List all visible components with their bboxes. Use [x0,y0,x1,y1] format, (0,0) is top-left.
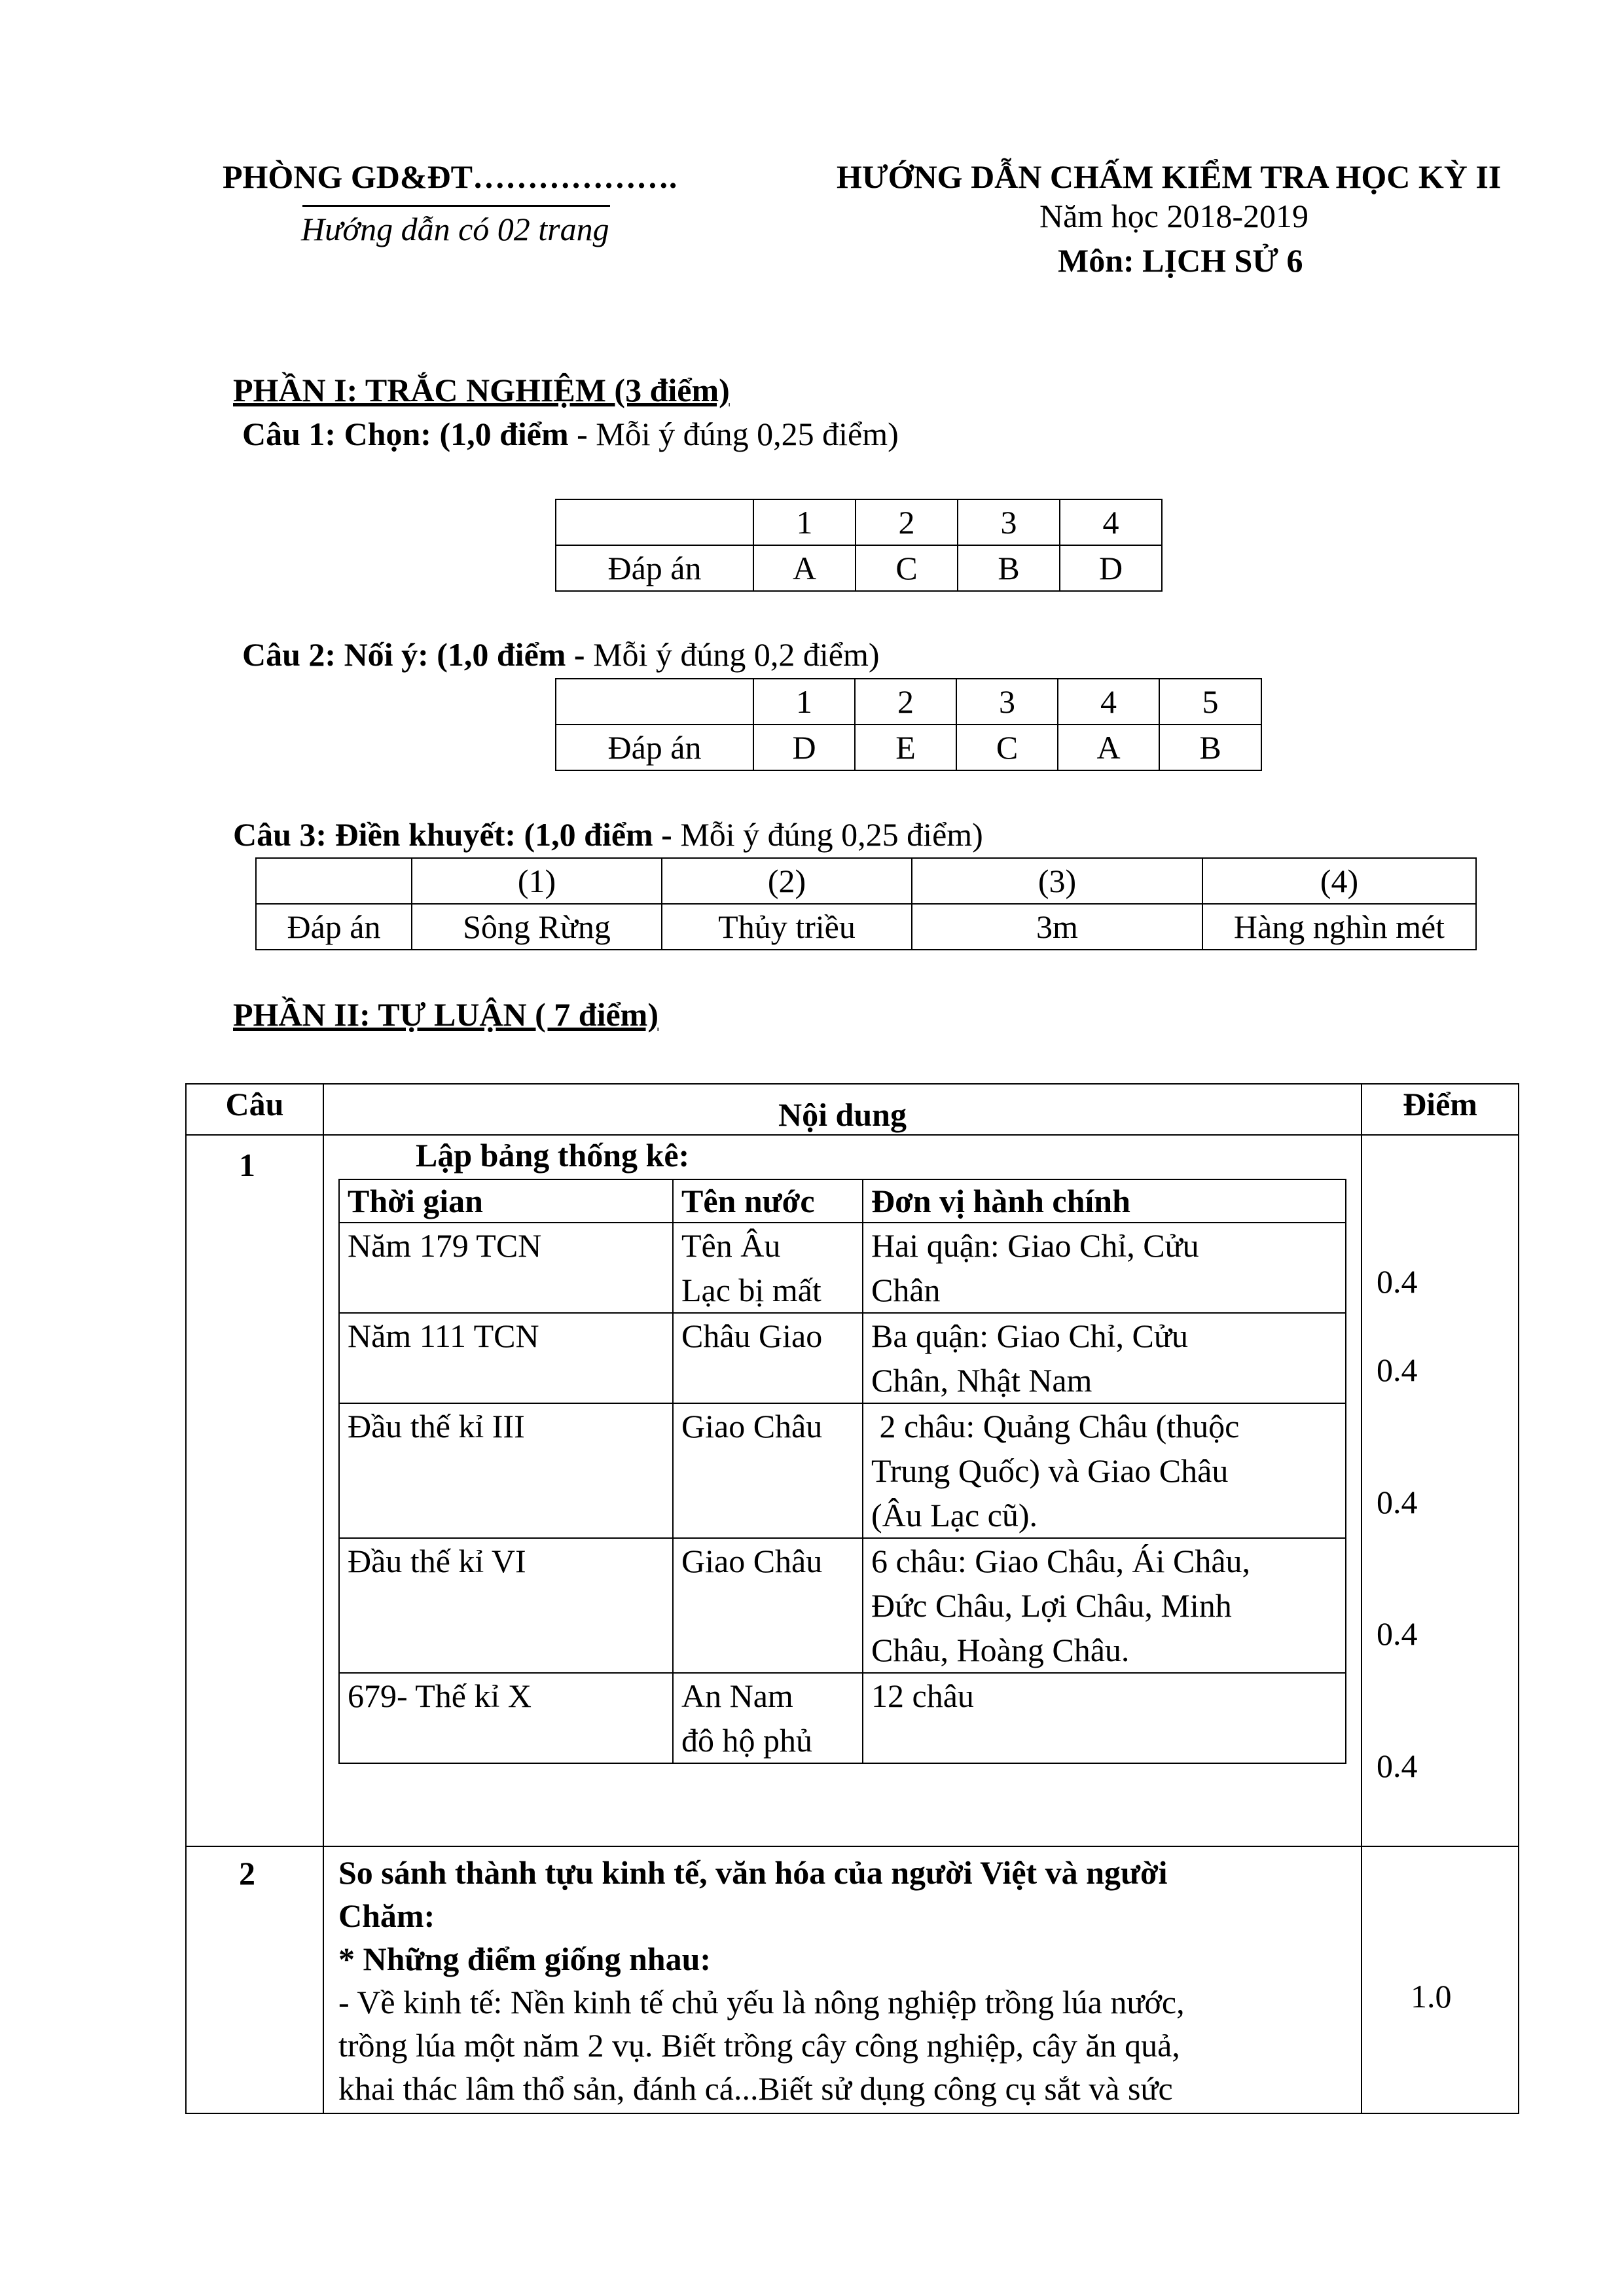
col-header-question: Câu [186,1084,323,1135]
q3-row-label: Đáp án [256,904,412,950]
q2-column-header: 1 [753,679,855,725]
q2-content-cell [323,1846,1362,2113]
q1-column-header: 2 [856,499,958,545]
stats-country-cell [673,1673,863,1763]
pages-note: Hướng dẫn có 02 trang [301,211,609,247]
document-title: HƯỚNG DẪN CHẤM KIỂM TRA HỌC KỲ II [837,158,1502,195]
q2-title-line: So sánh thành tựu kinh tế, văn hóa của người Việt và người [338,1854,1168,1891]
stats-country-line: Giao Châu [681,1408,823,1444]
q2-answer-cell: C [956,725,1058,770]
subject-title: Môn: LỊCH SỬ 6 [1058,242,1303,279]
stats-country-cell [673,1313,863,1403]
stats-time-cell: Đầu thế kỉ VI [339,1538,673,1673]
q2-column-header: 3 [956,679,1058,725]
q2-score-cell [1362,1846,1519,2113]
q2-answer-table [555,678,1262,771]
q2-content-line: trồng lúa một năm 2 vụ. Biết trồng cây công nghiệp, cây ăn quả, [338,2027,1180,2064]
q2-answer-cell: D [753,725,855,770]
q1-answer-cell: A [753,545,856,591]
q1-answer-cell: B [958,545,1060,591]
stats-time-cell: Năm 179 TCN [339,1223,673,1313]
q1-note: Mỗi ý đúng 0,25 điểm) [596,416,899,452]
stats-country-line: đô hộ phủ [681,1722,812,1759]
q2-column-header: 5 [1159,679,1261,725]
stats-header-time: Thời gian [339,1179,673,1223]
q3-answer-cell: 3m [912,904,1202,950]
q2-content-line: - Về kinh tế: Nền kinh tế chủ yếu là nông nghiệp trồng lúa nước, [338,1984,1185,2020]
q3-answer-cell: Sông Rừng [412,904,662,950]
q3-column-header: (4) [1202,858,1476,904]
q2-row-label: Đáp án [556,725,753,770]
score-value: 0.4 [1377,1352,1418,1388]
q3-note: Mỗi ý đúng 0,25 điểm) [680,816,983,853]
stats-time-cell: 679- Thế kỉ X [339,1673,673,1763]
stats-country-cell [673,1223,863,1313]
q2-answer-cell: E [855,725,956,770]
q1-column-header: 3 [958,499,1060,545]
q1-content-cell [323,1135,1362,1846]
stats-units-line: Chân, Nhật Nam [871,1362,1092,1399]
stats-country-line: An Nam [681,1677,793,1714]
q2-answer-cell: B [1159,725,1261,770]
stats-units-cell [863,1223,1346,1313]
q3-column-header: (1) [412,858,662,904]
q1-title: Lập bảng thống kê: [416,1137,690,1174]
q3-answer-cell: Hàng nghìn mét [1202,904,1476,950]
stats-units-line: Ba quận: Giao Chỉ, Cửu [871,1318,1189,1354]
q2-note: Mỗi ý đúng 0,2 điểm) [593,636,880,673]
col-header-content: Nội dung [323,1084,1362,1135]
q1-answer-table [555,499,1163,592]
score-value: 0.4 [1377,1748,1418,1784]
stats-units-line: (Âu Lạc cũ). [871,1497,1038,1534]
stats-header-units: Đơn vị hành chính [863,1179,1346,1223]
q2-corner-cell [556,679,753,725]
question-number: 2 [186,1846,323,2113]
score-value: 0.4 [1377,1484,1418,1520]
stats-country-cell [673,1403,863,1538]
header-divider [302,205,610,207]
q1-column-header: 1 [753,499,856,545]
stats-units-cell [863,1403,1346,1538]
q1-row-label: Đáp án [556,545,753,591]
department-heading: PHÒNG GD&ĐT………………. [223,158,677,195]
stats-time-cell: Năm 111 TCN [339,1313,673,1403]
stats-units-line: Trung Quốc) và Giao Châu [871,1452,1229,1489]
q3-label: Câu 3: Điền khuyết: (1,0 điểm - [233,816,681,853]
q3-instruction [233,816,983,854]
stats-units-line: Hai quận: Giao Chỉ, Cửu [871,1227,1199,1264]
stats-units-line: 2 châu: Quảng Châu (thuộc [871,1408,1240,1444]
q2-title-line: Chăm: [338,1897,435,1934]
q1-answer-cell: C [856,545,958,591]
q3-column-header: (2) [662,858,912,904]
stats-country-line: Tên Âu [681,1227,781,1264]
stats-country-line: Lạc bị mất [681,1272,821,1308]
q1-score-cell [1362,1135,1519,1846]
q2-label: Câu 2: Nối ý: (1,0 điểm - [242,636,594,673]
q2-content-line: khai thác lâm thổ sản, đánh cá...Biết sử dụng công cụ sắt và sức [338,2070,1173,2107]
stats-units-line: Châu, Hoàng Châu. [871,1632,1130,1668]
q1-instruction [242,416,899,454]
stats-units-line: 12 châu [871,1677,974,1714]
stats-units-cell [863,1538,1346,1673]
question-number: 1 [186,1135,323,1846]
q1-answer-cell: D [1060,545,1162,591]
part2-heading: PHẦN II: TỰ LUẬN ( 7 điểm) [233,996,659,1033]
part1-heading: PHẦN I: TRẮC NGHIỆM (3 điểm) [233,372,730,408]
q2-column-header: 4 [1058,679,1159,725]
stats-header-country: Tên nước [673,1179,863,1223]
q1-column-header: 4 [1060,499,1162,545]
statistics-table [338,1179,1346,1764]
stats-country-line: Giao Châu [681,1543,823,1579]
stats-time-cell: Đầu thế kỉ III [339,1403,673,1538]
stats-country-cell [673,1538,863,1673]
score-value: 0.4 [1377,1263,1418,1300]
stats-units-line: 6 châu: Giao Châu, Ái Châu, [871,1543,1251,1579]
q3-column-header: (3) [912,858,1202,904]
stats-country-line: Châu Giao [681,1318,823,1354]
score-value: 1.0 [1411,1978,1452,2015]
stats-units-cell [863,1313,1346,1403]
school-year: Năm học 2018-2019 [1039,198,1309,234]
q3-answer-table [255,857,1477,950]
q1-corner-cell [556,499,753,545]
q2-subheading: * Những điểm giống nhau: [338,1941,712,1977]
essay-grading-table [185,1083,1519,2114]
q3-answer-cell: Thủy triều [662,904,912,950]
stats-units-cell [863,1673,1346,1763]
q2-column-header: 2 [855,679,956,725]
q2-instruction [242,636,880,674]
q3-corner-cell [256,858,412,904]
col-header-score: Điểm [1362,1084,1519,1135]
score-value: 0.4 [1377,1615,1418,1652]
stats-units-line: Đức Châu, Lợi Châu, Minh [871,1587,1232,1624]
stats-units-line: Chân [871,1272,941,1308]
q1-label: Câu 1: Chọn: (1,0 điểm - [242,416,596,452]
q2-answer-cell: A [1058,725,1159,770]
